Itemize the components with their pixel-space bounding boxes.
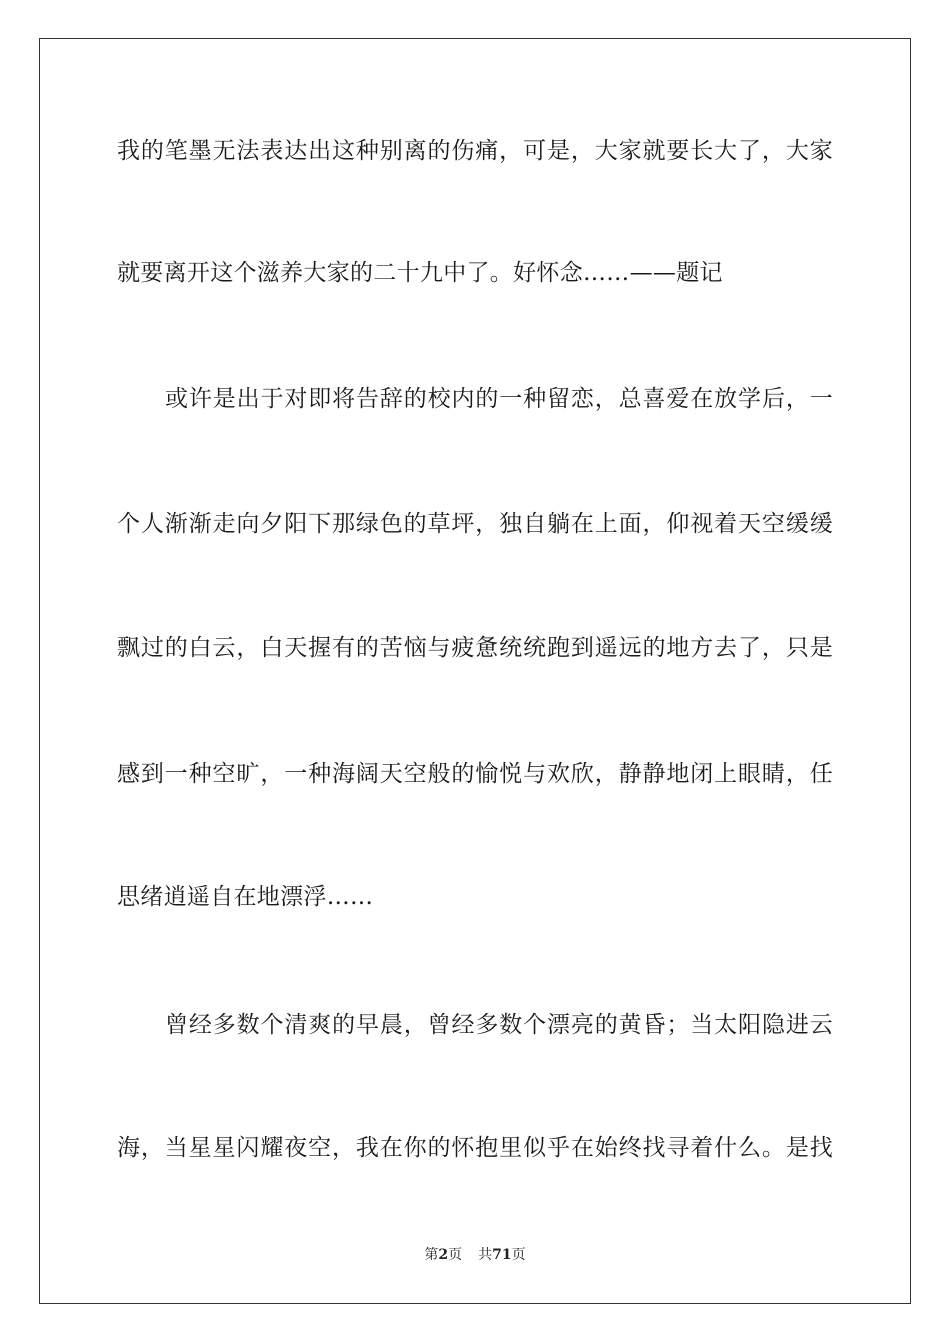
text-line-5: 飘过的白云，白天握有的苦恼与疲惫统统跑到遥远的地方去了，只是 xyxy=(117,635,833,661)
text-line-3: 或许是出于对即将告辞的校内的一种留恋，总喜爱在放学后，一 xyxy=(165,386,833,412)
text-line-4: 个人渐渐走向夕阳下那绿色的草坪，独自躺在上面，仰视着天空缓缓 xyxy=(117,511,833,537)
text-line-1: 我的笔墨无法表达出这种别离的伤痛，可是，大家就要长大了，大家 xyxy=(117,138,833,164)
text-line-7: 思绪逍遥自在地漂浮…… xyxy=(117,884,374,910)
text-line-8: 曾经多数个清爽的早晨，曾经多数个漂亮的黄昏；当太阳隐进云 xyxy=(165,1012,833,1038)
page-border xyxy=(39,38,911,1304)
page-prefix: 第 xyxy=(424,1247,439,1263)
page-suffix: 页 xyxy=(448,1247,463,1263)
total-pages: 71 xyxy=(492,1247,512,1263)
text-line-6: 感到一种空旷，一种海阔天空般的愉悦与欢欣，静静地闭上眼睛，任 xyxy=(117,761,833,787)
text-line-9: 海，当星星闪耀夜空，我在你的怀抱里似乎在始终找寻着什么。是找 xyxy=(117,1135,833,1161)
text-line-2: 就要离开这个滋养大家的二十九中了。好怀念……——题记 xyxy=(117,260,723,286)
total-prefix: 共 xyxy=(478,1247,493,1263)
total-suffix: 页 xyxy=(511,1247,526,1263)
page-number: 2 xyxy=(438,1247,449,1263)
page-footer xyxy=(0,1245,950,1265)
